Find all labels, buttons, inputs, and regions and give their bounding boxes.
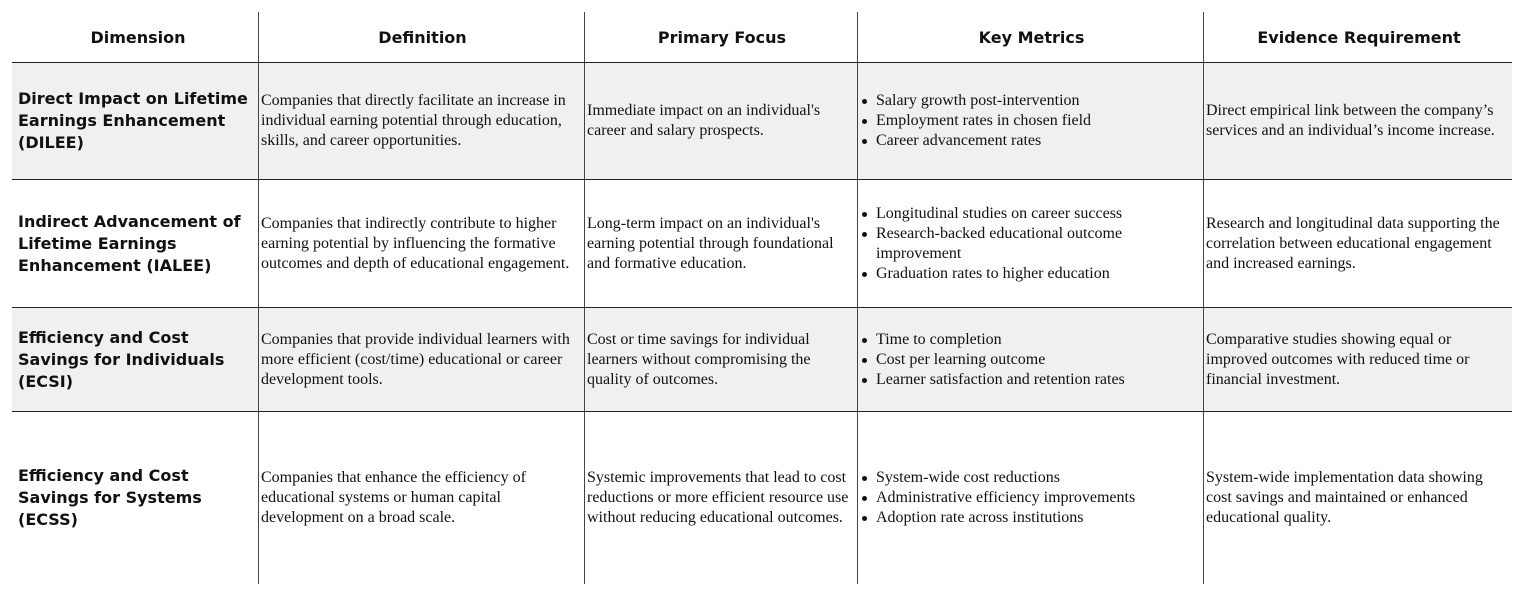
definition-cell: Companies that indirectly contribute to higher earning potential by influencing the formative outcomes and depth of educational engagement. (258, 180, 584, 307)
metric-item: Employment rates in chosen field (860, 111, 1091, 131)
dimension-label: Indirect Advancement of Lifetime Earnings Enhancement (IALEE) (18, 211, 241, 275)
table-row (12, 62, 1512, 179)
metrics-cell (857, 63, 1203, 179)
evidence-cell: Research and longitudinal data supporting the correlation between educational engagement and increased earnings. (1203, 180, 1512, 307)
dimension-cell (12, 412, 258, 584)
evidence-cell: Comparative studies showing equal or improved outcomes with reduced time or financial investment. (1203, 308, 1512, 411)
metric-item: Time to completion (860, 330, 1125, 350)
metric-item: Adoption rate across institutions (860, 508, 1135, 528)
table-header (12, 12, 1512, 62)
metrics-cell (857, 308, 1203, 411)
metrics-cell (857, 180, 1203, 307)
metric-item: Longitudinal studies on career success (860, 204, 1203, 224)
header-definition: Definition (258, 12, 584, 62)
dimension-label: Efficiency and Cost Savings for Individuals (ECSI) (18, 327, 225, 391)
definition-cell: Companies that directly facilitate an increase in individual earning potential through education, skills, and career opportunities. (258, 63, 584, 179)
dimension-cell (12, 63, 258, 179)
metrics-list (860, 468, 1135, 528)
metric-item: System-wide cost reductions (860, 468, 1135, 488)
dimension-cell (12, 308, 258, 411)
metric-item: Salary growth post-intervention (860, 91, 1091, 111)
dimension-cell (12, 180, 258, 307)
header-primary-focus: Primary Focus (584, 12, 857, 62)
metric-item: Graduation rates to higher education (860, 264, 1203, 284)
metrics-list (860, 330, 1125, 390)
table-row (12, 307, 1512, 411)
metrics-cell (857, 412, 1203, 584)
header-evidence-requirement: Evidence Requirement (1203, 12, 1512, 62)
metrics-list (860, 204, 1203, 284)
header-key-metrics: Key Metrics (857, 12, 1203, 62)
focus-cell: Immediate impact on an individual's career and salary prospects. (584, 63, 857, 179)
table-row (12, 179, 1512, 307)
framework-table (12, 12, 1512, 584)
definition-cell: Companies that enhance the efficiency of educational systems or human capital development on a broad scale. (258, 412, 584, 584)
dimension-label: Efficiency and Cost Savings for Systems (ECSS) (18, 466, 202, 529)
metric-item: Administrative efficiency improvements (860, 488, 1135, 508)
evidence-cell: System-wide implementation data showing cost savings and maintained or enhanced educational quality. (1203, 412, 1512, 584)
focus-cell: Long-term impact on an individual's earning potential through foundational and formative education. (584, 180, 857, 307)
dimension-label: Direct Impact on Lifetime Earnings Enhancement (DILEE) (18, 89, 248, 152)
metric-item: Learner satisfaction and retention rates (860, 370, 1125, 390)
focus-cell: Cost or time savings for individual learners without compromising the quality of outcomes. (584, 308, 857, 411)
metric-item: Career advancement rates (860, 131, 1091, 151)
metric-item: Cost per learning outcome (860, 350, 1125, 370)
metrics-list (860, 91, 1091, 151)
evidence-cell: Direct empirical link between the company’s services and an individual’s income increase. (1203, 63, 1512, 179)
header-dimension: Dimension (90, 27, 186, 47)
focus-cell: Systemic improvements that lead to cost reductions or more efficient resource use without reducing educational outcomes. (584, 412, 857, 584)
table-row (12, 411, 1512, 584)
metric-item: Research-backed educational outcome improvement (860, 224, 1203, 264)
definition-cell: Companies that provide individual learners with more efficient (cost/time) educational or career development tools. (258, 308, 584, 411)
